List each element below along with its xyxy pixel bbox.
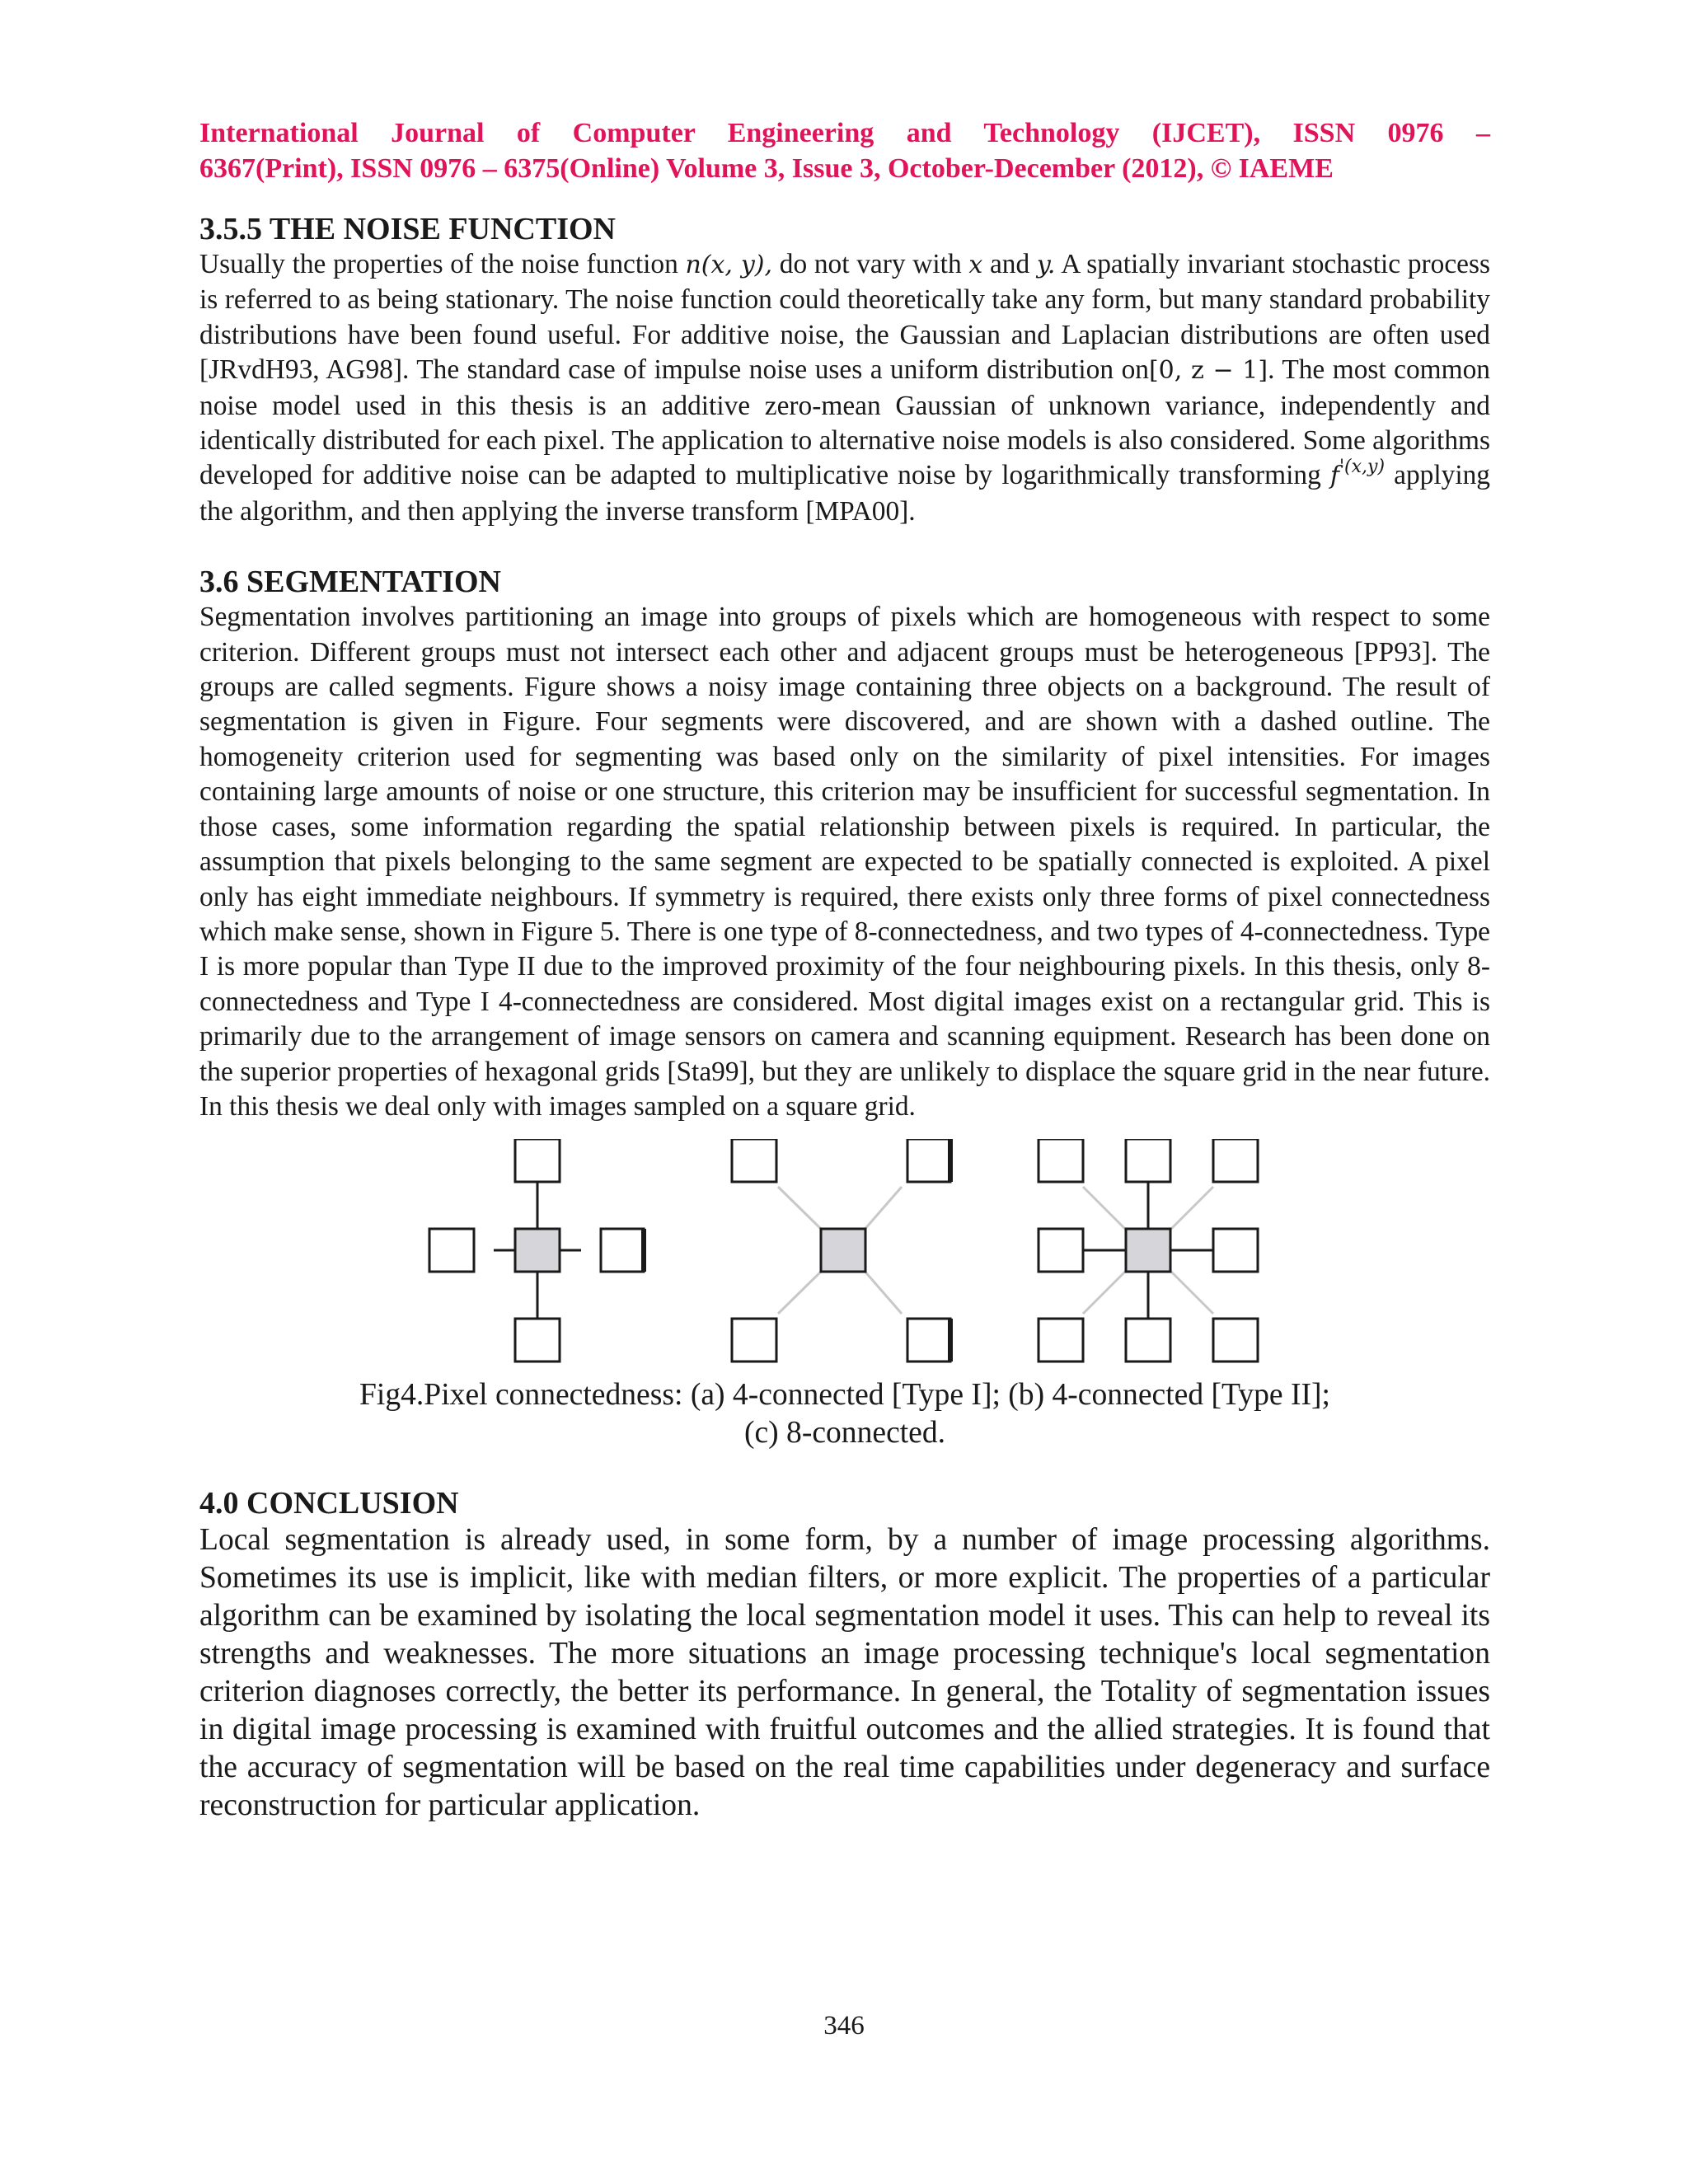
noise-function-heading: 3.5.5 THE NOISE FUNCTION	[199, 212, 617, 246]
math-x: x	[968, 251, 983, 279]
figure-caption-line2: (c) 8-connected.	[743, 1416, 946, 1451]
eight-connector-bl	[1083, 1269, 1128, 1314]
type1-center-pixel	[515, 1229, 560, 1272]
segmentation-heading: 3.6 SEGMENTATION	[199, 565, 501, 600]
type2-center-pixel	[821, 1229, 865, 1272]
noise-text-4: A spatially invariant stochastic process is referred to as being stationary. The noise function could theoretically take any form, but many standard probability distributions have been found useful. For additive noise, the Gaussian and Laplacian distributions are often used [JRvdH93, AG98]. The standard case of impulse noise uses a uniform distribution on	[199, 249, 1490, 386]
type2-connector-bl	[778, 1269, 823, 1314]
math-y: y.	[1036, 251, 1056, 279]
noise-text-6: applying the algorithm, and then applying the inverse transform [MPA00].	[199, 460, 1490, 527]
conclusion-paragraph: Local segmentation is already used, in some form, by a number of image processing algorithms. Sometimes its use is implicit, like with median filters, or more explicit. The properties of a particular algorithm can be examined by isolating the local segmentation model it uses. This can help to reveal its strengths and weaknesses. The more situations an image processing technique's local segmentation criterion diagnoses correctly, the better its performance. In general, the Totality of segmentation issues in digital image processing is examined with fruitful outcomes and the allied strategies. It is found that the accuracy of segmentation will be based on the real time capabilities under degeneracy and surface reconstruction for particular application.	[199, 1523, 1490, 1823]
type2-neighbour-br	[907, 1319, 950, 1361]
segmentation-paragraph: Segmentation involves partitioning an image into groups of pixels which are homogeneous with respect to some criterion. Different groups must not intersect each other and adjacent groups must be heterogeneous [PP93]. The groups are called segments. Figure shows a noisy image containing three objects on a background. The result of segmentation is given in Figure. Four segments were discovered, and are shown with a dashed outline. The homogeneity criterion used for segmenting was based only on the similarity of pixel intensities. For images containing large amounts of noise or one structure, this criterion may be insufficient for successful segmentation. In those cases, some information regarding the spatial relationship between pixels is required. In particular, the assumption that pixels belonging to the same segment are expected to be spatially connected is exploited. A pixel only has eight immediate neighbours. If symmetry is required, there exists only three forms of pixel connectedness which make sense, shown in Figure 5. There is one type of 8-connectedness, and two types of 4-connectedness. Type I is more popular than Type II due to the improved proximity of the four neighbouring pixels. In this thesis, only 8-connectedness and Type I 4-connectedness are considered. Most digital images exist on a rectangular grid. This is primarily due to the arrangement of image sensors on camera and scanning equipment. Research has been done on the superior properties of hexagonal grids [Sta99], but they are unlikely to displace the square grid in the near future. In this thesis we deal only with images sampled on a square grid.	[199, 602, 1490, 1122]
type1-neighbour-right	[601, 1229, 644, 1272]
eight-neighbour-br	[1213, 1319, 1258, 1361]
noise-text-5: . The most common noise model used in this thesis is an additive zero-mean Gaussian of unknown variance, independently and identically distributed for each pixel. The application to alternative noise models is also considered. Some algorithms developed for additive noise can be adapted to multiplicative noise by logarithmically transforming	[199, 354, 1491, 491]
eight-connector-tl	[1083, 1187, 1128, 1231]
type1-neighbour-left	[429, 1229, 474, 1272]
noise-function-paragraph	[199, 247, 1490, 529]
type1-neighbour-top	[515, 1139, 560, 1182]
eight-neighbour-bl	[1039, 1319, 1083, 1361]
noise-text-1: Usually the properties of the noise function	[199, 249, 686, 279]
eight-connector-tr	[1169, 1187, 1213, 1231]
eight-connector-br	[1169, 1269, 1213, 1314]
eight-center-pixel	[1126, 1229, 1170, 1272]
math-nxy: n(x, y),	[685, 251, 773, 279]
eight-neighbour-l	[1039, 1229, 1083, 1272]
pixel-connectedness-figure	[199, 1139, 1490, 1370]
eight-neighbour-tr	[1213, 1139, 1258, 1182]
math-interval: [0, z − 1]	[1148, 356, 1268, 386]
journal-header-line2: 6367(Print), ISSN 0976 – 6375(Online) Volume 3, Issue 3, October-December (2012), © IAEME	[199, 153, 1334, 184]
eight-neighbour-b	[1126, 1319, 1170, 1361]
connectedness-diagram	[199, 1139, 1490, 1370]
type2-neighbour-tr	[907, 1139, 950, 1182]
eight-neighbour-t	[1126, 1139, 1170, 1182]
type2-connector-br	[863, 1269, 902, 1314]
page-content	[199, 115, 1490, 1825]
math-f: f	[1329, 462, 1339, 491]
conclusion-heading: 4.0 CONCLUSION	[199, 1486, 459, 1521]
type2-neighbour-bl	[732, 1319, 776, 1361]
figure-caption-line1: Fig4.Pixel connectedness: (a) 4-connected [Type I]; (b) 4-connected [Type II];	[359, 1378, 1330, 1413]
eight-neighbour-tl	[1039, 1139, 1083, 1182]
noise-text-2: do not vary with	[772, 249, 969, 279]
type2-connector-tr	[863, 1187, 902, 1231]
figure-caption	[199, 1376, 1490, 1452]
journal-header-line1: International Journal of Computer Engineering and Technology (IJCET), ISSN 0976 –	[199, 118, 1490, 148]
page-number: 346	[823, 2011, 865, 2041]
type2-connector-tl	[778, 1187, 823, 1231]
journal-header	[199, 115, 1490, 186]
type1-neighbour-bottom	[515, 1319, 560, 1361]
math-f-superscript: '(x,y)	[1339, 457, 1386, 478]
eight-neighbour-r	[1213, 1229, 1258, 1272]
noise-text-3: and	[982, 249, 1037, 279]
type2-neighbour-tl	[732, 1139, 776, 1182]
